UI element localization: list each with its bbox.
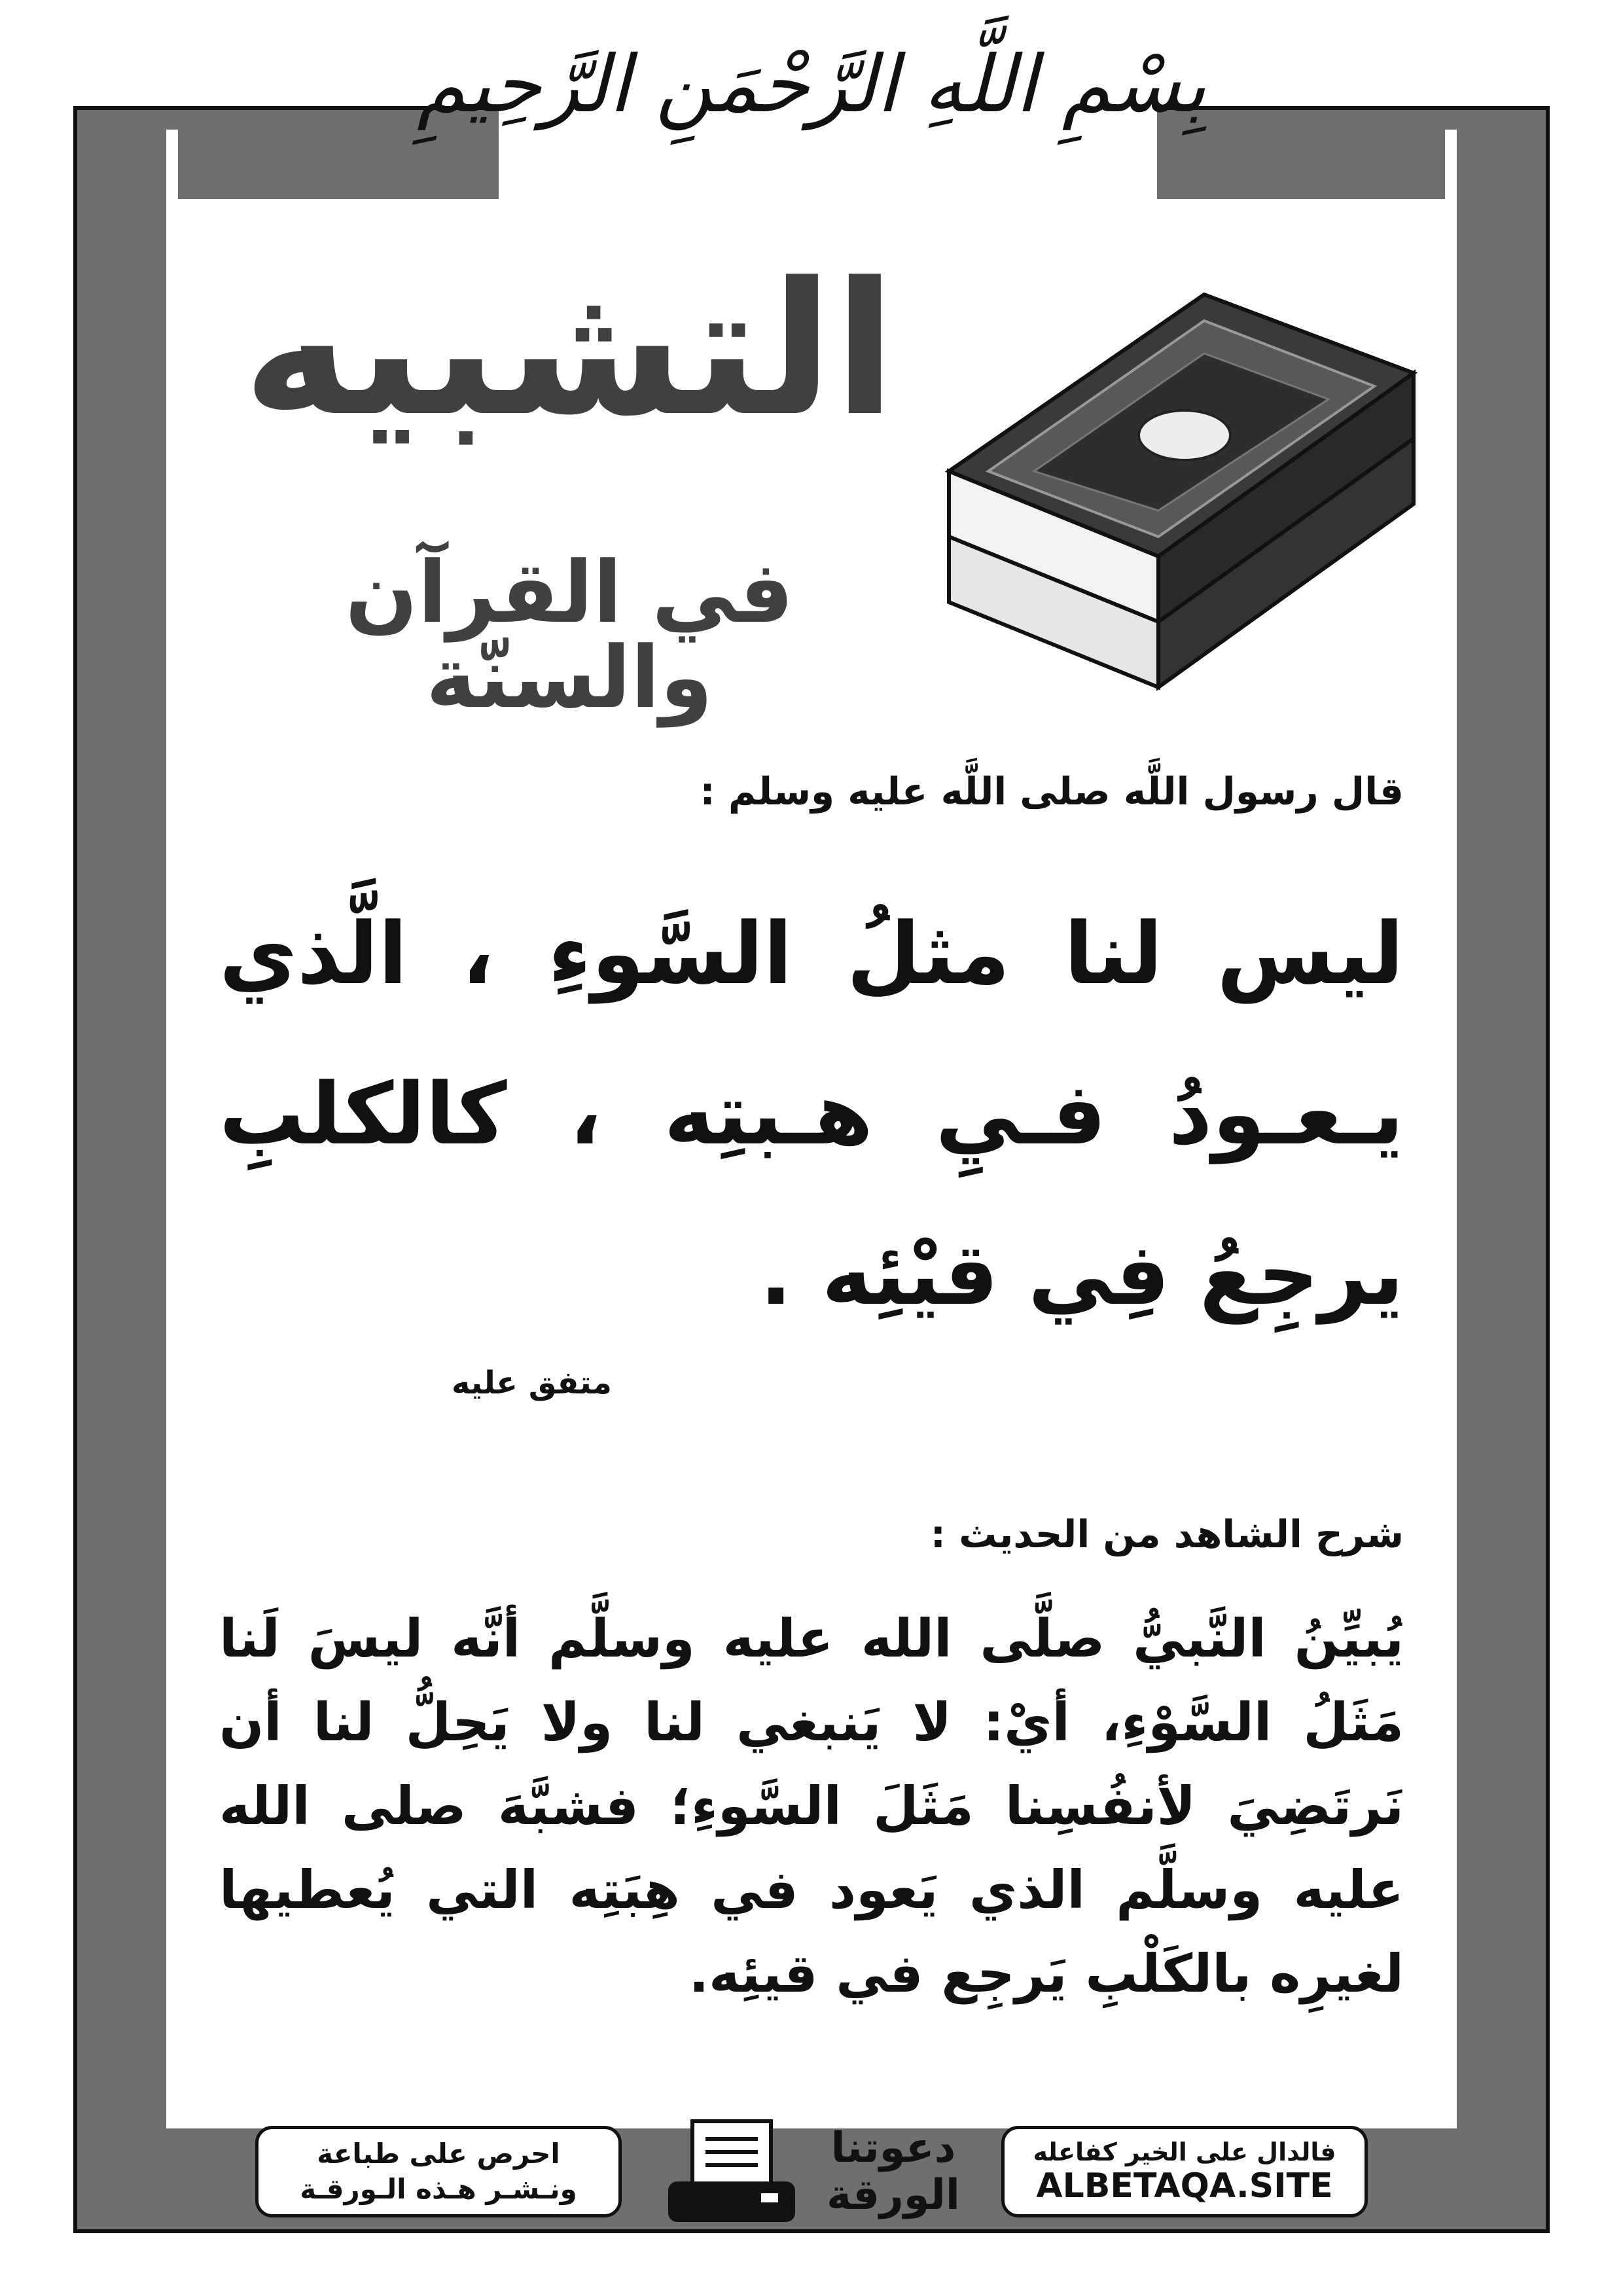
quran-book-icon xyxy=(929,281,1427,700)
hadith-intro: قال رسول اللَّه صلى اللَّه عليه وسلم : xyxy=(700,769,1404,814)
logo-line2: الورقة xyxy=(827,2171,960,2219)
footer-logos xyxy=(663,2113,960,2231)
footer-print-line1: احرص على طباعة xyxy=(317,2138,560,2170)
footer-motto: فالدال على الخير كفاعله xyxy=(1033,2138,1336,2166)
footer-print-note xyxy=(255,2126,622,2217)
printer-icon xyxy=(663,2116,800,2227)
logo-line1: دعوتنا xyxy=(830,2124,956,2172)
hadith-text: ليس لنا مثلُ السَّوءِ ، الَّذي يـعـودُ فـيِ هـبتِه ، كالكلبِ يرجِعُ فِي قيْئِه . xyxy=(219,904,1404,1324)
footer-bar xyxy=(255,2113,1368,2231)
basmala-calligraphy: بِسْمِ اللَّهِ الرَّحْمَنِ الرَّحِيمِ xyxy=(416,39,1207,130)
hadith-source: متفق عليه xyxy=(452,1365,612,1401)
page-subtitle: في القرآن والسنّة xyxy=(345,543,794,727)
explanation-body: يُبيِّنُ النَّبيُّ صلَّى الله عليه وسلَّم أنَّه ليسَ لَنا مَثَلُ السَّوْءِ، أيْ: لا يَنبغي لنا ولا يَحِلُّ لنا أن نَرتَضِيَ لأنفُسِنا مَثَلَ السَّوءِ؛ فشبَّهَ صلى الله عليه وسلَّم الذي يَعود في هِبَتِه التي يُعطيها لغيرِه بالكَلْبِ يَرجِع في قيئِه. xyxy=(219,1608,1404,2004)
footer-print-line2: ونـشـر هـذه الـورقـة xyxy=(300,2173,577,2205)
frame-right xyxy=(1445,106,1550,2233)
dawatuna-logo xyxy=(827,2125,960,2219)
page-title: التشبيه xyxy=(242,243,897,457)
footer-site-link[interactable]: ALBETAQA.SITE xyxy=(1036,2166,1333,2206)
frame-left xyxy=(73,106,178,2233)
footer-site-box xyxy=(1001,2126,1368,2217)
explanation-heading: شرح الشاهد من الحديث : xyxy=(930,1512,1404,1556)
